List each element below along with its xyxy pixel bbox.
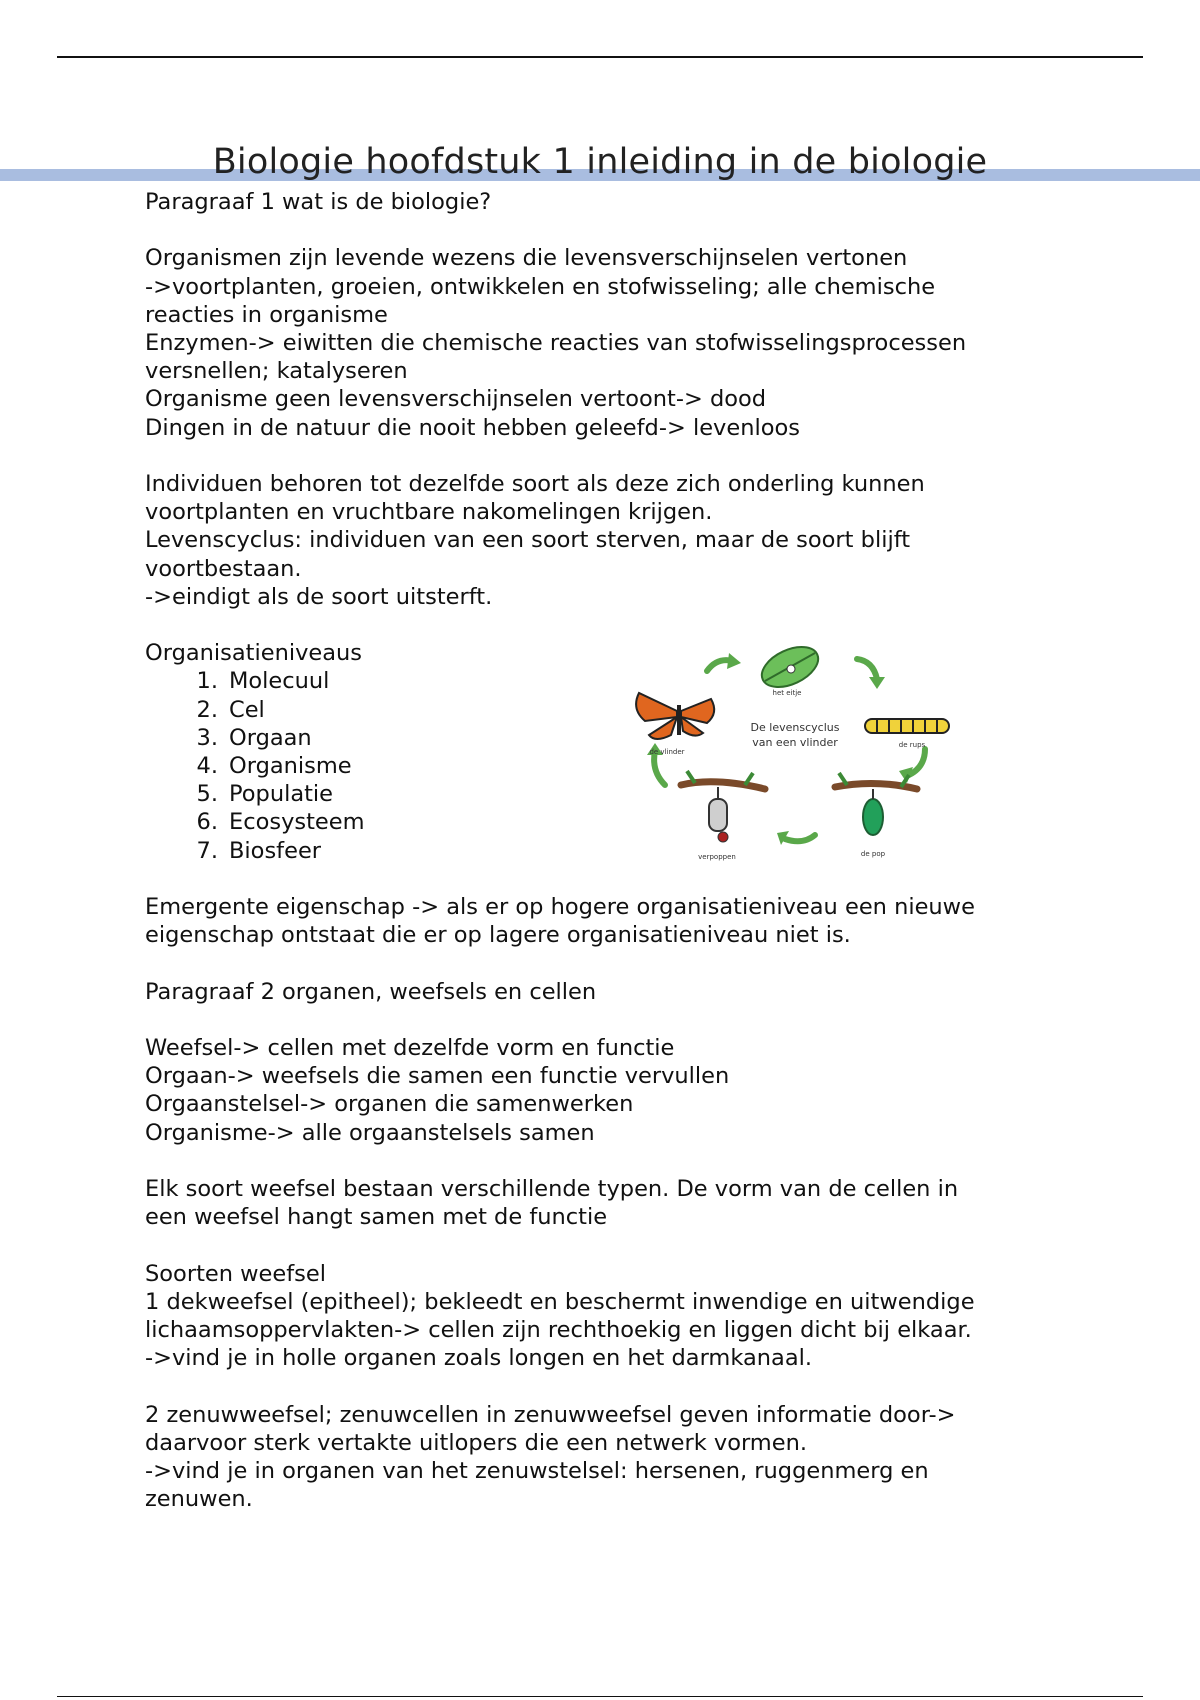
caterpillar-label: de rups bbox=[898, 741, 926, 750]
text-line: voortbestaan. bbox=[145, 555, 302, 582]
butterfly-lifecycle-image bbox=[625, 639, 965, 861]
text-line: Elk soort weefsel bestaan verschillende typen. De vorm van de cellen in bbox=[145, 1176, 959, 1202]
caterpillar-icon bbox=[865, 719, 949, 733]
cycle-center-title: De levenscyclus bbox=[750, 721, 840, 735]
text-line: Orgaanstelsel-> organen die samenwerken bbox=[145, 1091, 634, 1118]
text-line: 1 dekweefsel (epitheel); bekleedt en beschermt inwendige en uitwendige bbox=[145, 1288, 975, 1315]
organisation-levels-section bbox=[145, 639, 1075, 865]
text-line: een weefsel hangt samen met de functie bbox=[145, 1204, 608, 1231]
empty-chrysalis-icon bbox=[681, 771, 765, 842]
text-line: Organisme-> alle orgaanstelsels samen bbox=[145, 1119, 595, 1146]
butterfly-label: de vlinder bbox=[649, 748, 685, 757]
text-line: Enzymen-> eiwitten die chemische reacties van stofwisselingsprocessen bbox=[145, 330, 967, 356]
text-line: Weefsel-> cellen met dezelfde vorm en functie bbox=[145, 1035, 675, 1061]
paragraph-epithelium bbox=[145, 1260, 1075, 1373]
list-item: 7. Biosfeer bbox=[196, 837, 322, 864]
text-line: reacties in organisme bbox=[145, 301, 388, 328]
levels-heading: Organisatieniveaus bbox=[145, 640, 363, 667]
list-item: 5. Populatie bbox=[196, 781, 334, 808]
list-item: 6. Ecosysteem bbox=[196, 809, 365, 836]
header-rule bbox=[57, 56, 1143, 58]
footer-rule bbox=[57, 1696, 1143, 1697]
paragraph-emergent bbox=[145, 893, 1075, 949]
section-heading: Paragraaf 1 wat is de biologie? bbox=[145, 189, 492, 215]
paragraph-tissue-types bbox=[145, 1175, 1075, 1231]
text-line: 2 zenuwweefsel; zenuwcellen in zenuwweefsel geven informatie door-> bbox=[145, 1401, 956, 1428]
text-line: Dingen in de natuur die nooit hebben geleefd-> levenloos bbox=[145, 414, 800, 441]
text-line: Emergente eigenschap -> als er op hogere organisatieniveau een nieuwe bbox=[145, 894, 975, 921]
text-line: versnellen; katalyseren bbox=[145, 358, 408, 385]
emerging-label: verpoppen bbox=[698, 853, 736, 862]
egg-label: het eitje bbox=[772, 689, 802, 698]
list-item: 3. Orgaan bbox=[196, 724, 312, 751]
pupa-label: de pop bbox=[860, 850, 886, 859]
text-line: ->voortplanten, groeien, ontwikkelen en stofwisseling; alle chemische bbox=[145, 273, 936, 300]
text-line: ->vind je in organen van het zenuwstelsel: hersenen, ruggenmerg en bbox=[145, 1458, 929, 1484]
list-item: 2. Cel bbox=[196, 696, 265, 723]
list-item: 4. Organisme bbox=[196, 753, 352, 780]
text-line: zenuwen. bbox=[145, 1486, 253, 1513]
section-heading: Paragraaf 2 organen, weefsels en cellen bbox=[145, 978, 597, 1005]
pupa-icon bbox=[835, 773, 917, 835]
paragraph-nervous-tissue bbox=[145, 1401, 1075, 1514]
text-line: Levenscyclus: individuen van een soort sterven, maar de soort blijft bbox=[145, 527, 911, 554]
butterfly-icon bbox=[636, 693, 714, 739]
document-body bbox=[145, 188, 1075, 1513]
text-line: ->eindigt als de soort uitsterft. bbox=[145, 583, 493, 610]
paragraph-tissues bbox=[145, 1034, 1075, 1147]
paragraph-organisms bbox=[145, 244, 1075, 441]
text-line: Organisme geen levensverschijnselen vertoont-> dood bbox=[145, 386, 767, 413]
page-title: Biologie hoofdstuk 1 inleiding in de biologie bbox=[212, 142, 988, 182]
text-line: Organismen zijn levende wezens die levensverschijnselen vertonen bbox=[145, 245, 908, 272]
cycle-center-subtitle: van een vlinder bbox=[752, 736, 838, 750]
paragraph-species bbox=[145, 470, 1075, 611]
text-line: eigenschap ontstaat die er op lagere organisatieniveau niet is. bbox=[145, 922, 851, 949]
text-line: voortplanten en vruchtbare nakomelingen krijgen. bbox=[145, 499, 713, 526]
text-line: Individuen behoren tot dezelfde soort als deze zich onderling kunnen bbox=[145, 471, 925, 497]
text-line: daarvoor sterk vertakte uitlopers die een netwerk vormen. bbox=[145, 1429, 807, 1456]
leaf-icon bbox=[756, 639, 825, 698]
text-line: Orgaan-> weefsels die samen een functie vervullen bbox=[145, 1063, 730, 1090]
text-line: Soorten weefsel bbox=[145, 1260, 326, 1287]
text-line: lichaamsoppervlakten-> cellen zijn rechthoekig en liggen dicht bij elkaar. bbox=[145, 1317, 972, 1343]
list-item: 1. Molecuul bbox=[196, 668, 330, 695]
text-line: ->vind je in holle organen zoals longen en het darmkanaal. bbox=[145, 1345, 813, 1372]
